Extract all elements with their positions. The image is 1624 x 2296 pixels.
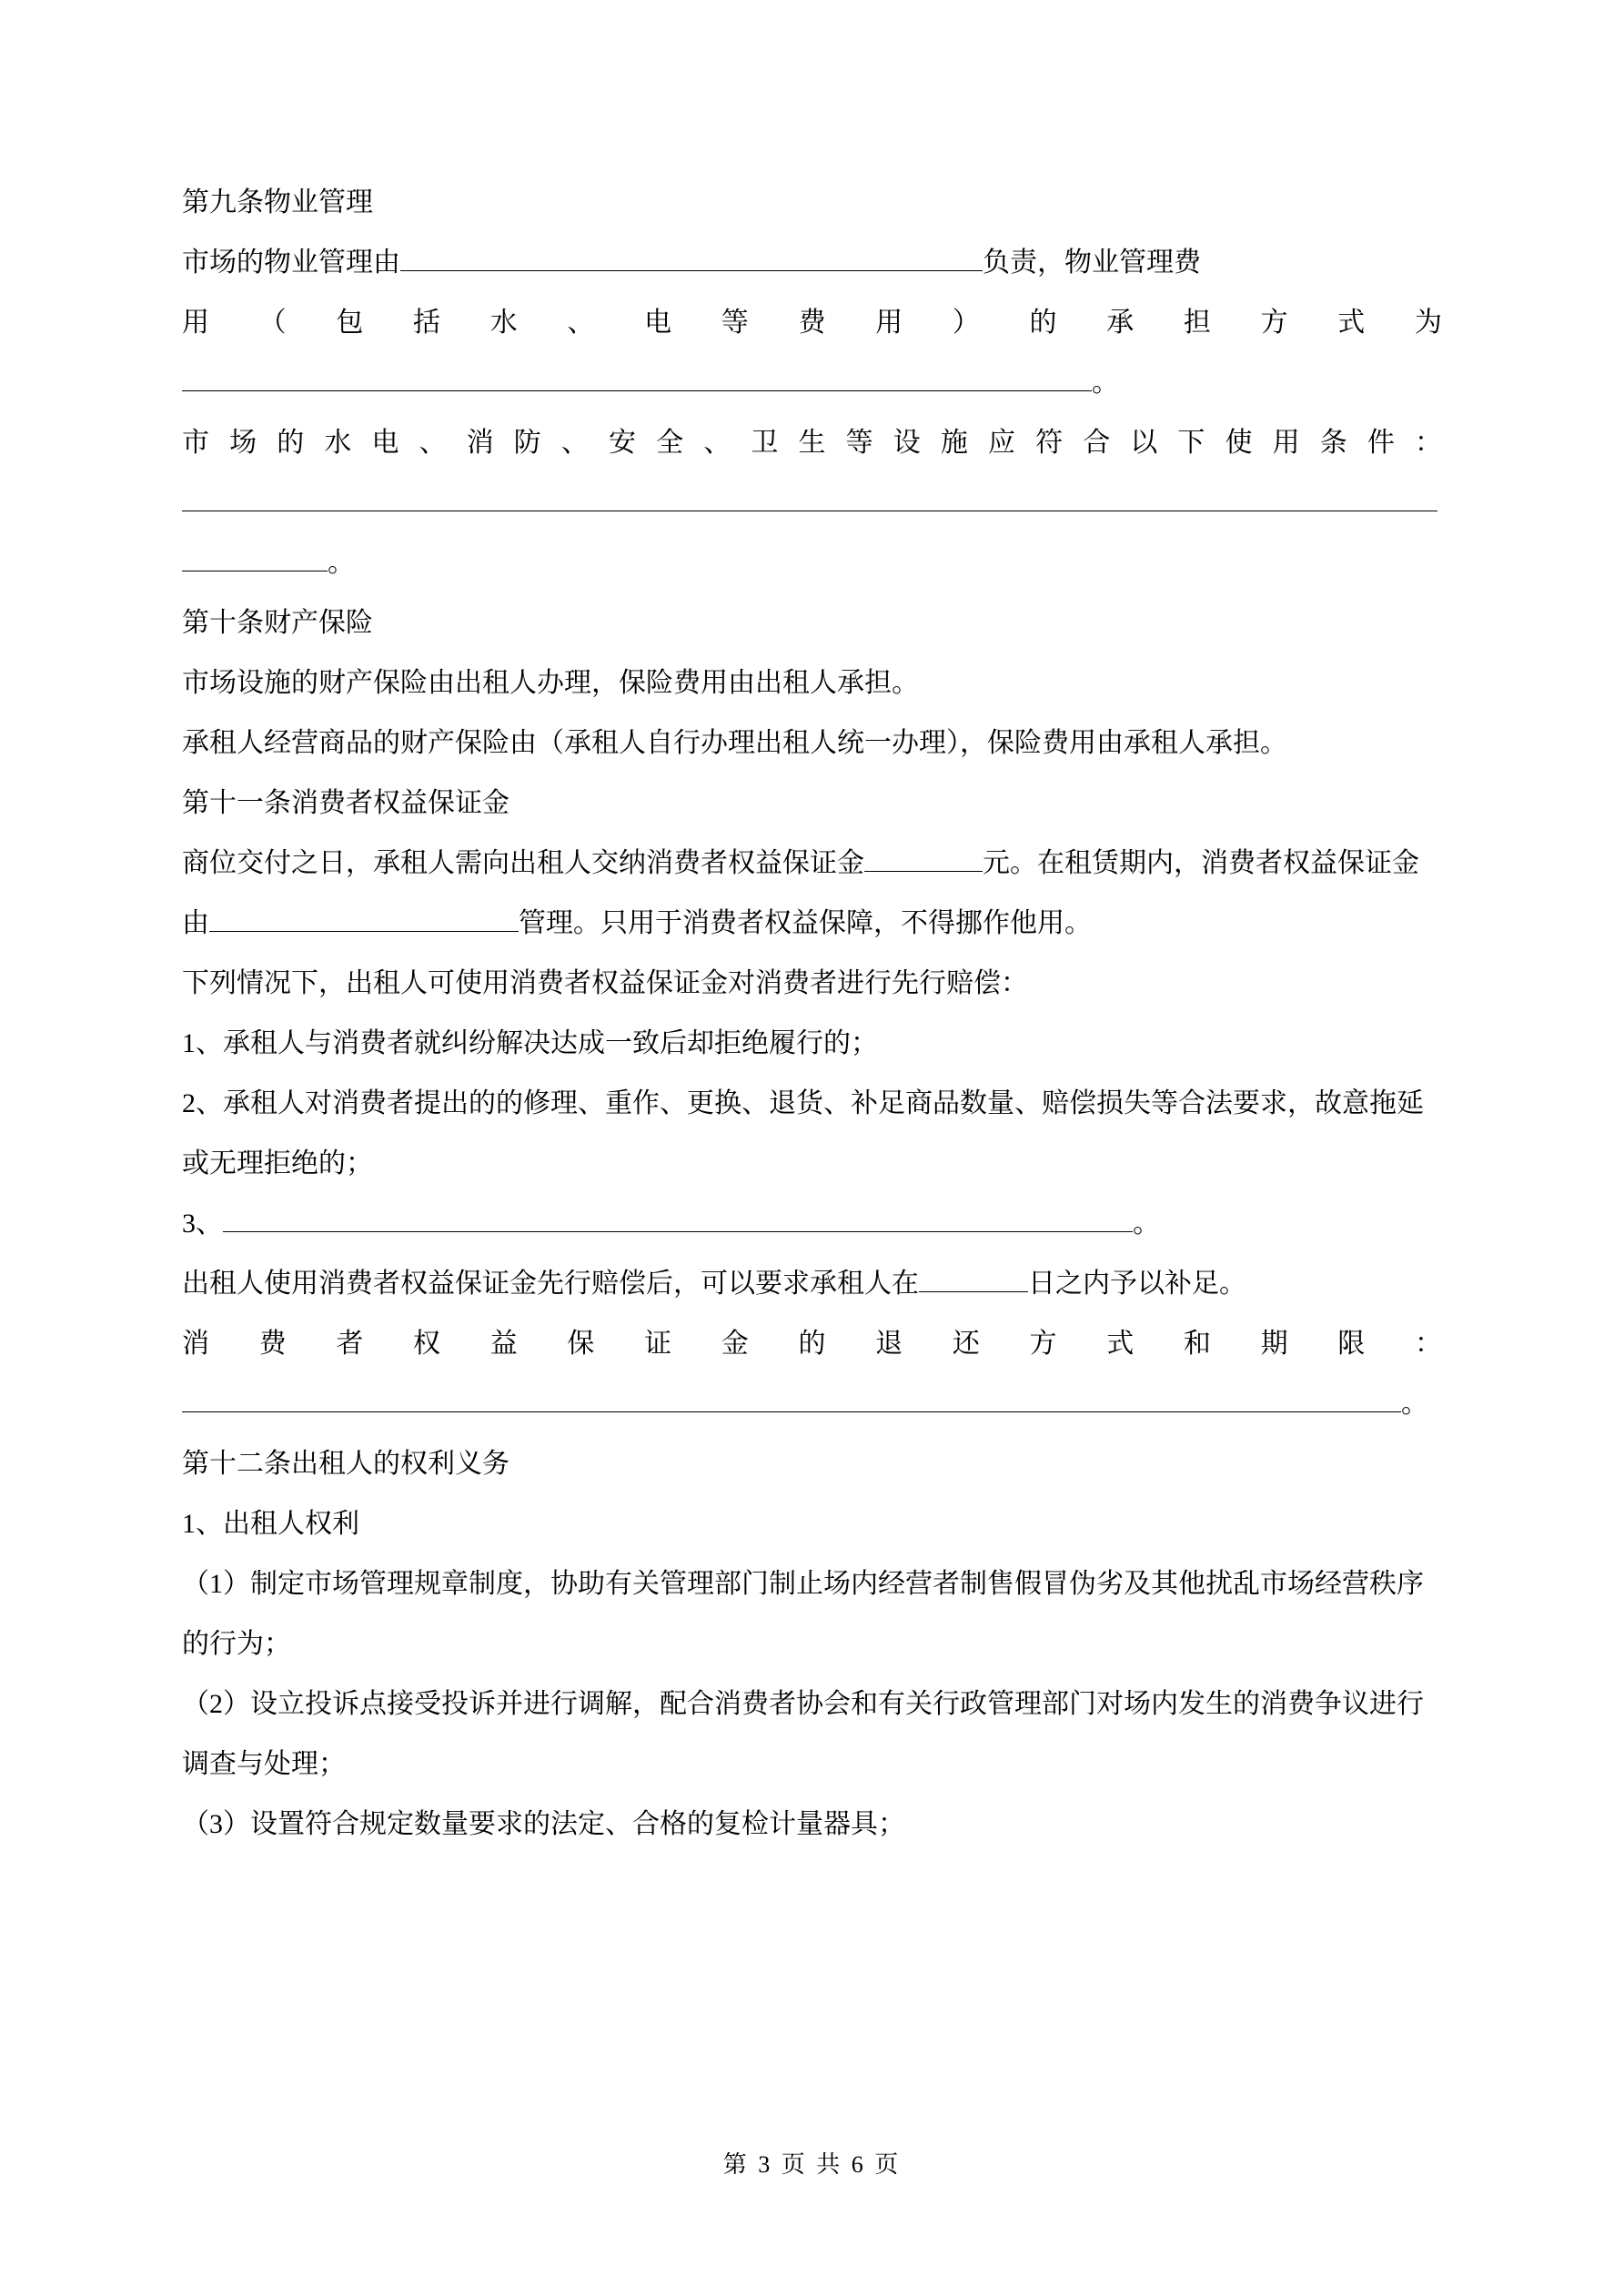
paragraph-fee-period: 。 [1092,368,1119,398]
paragraph-consumer-deposit-lead: 商位交付之日，承租人需向出租人交纳消费者权益保证金 [182,848,864,878]
list-item-compensation-3 [182,1194,1442,1254]
heading-article-nine [182,173,1442,233]
list-item-right-2-text: （2）设立投诉点接受投诉并进行调解，配合消费者协会和有关行政管理部门对场内发生的消费争议进行调查与处理； [182,1689,1424,1779]
paragraph-facility-blank-long [182,473,1442,533]
list-item-compensation-2 [182,1074,1442,1194]
paragraph-property-insurance-lessor-text: 市场设施的财产保险由出租人办理，保险费用由出租人承担。 [182,668,919,698]
paragraph-property-insurance-lessee-text: 承租人经营商品的财产保险由（承租人自行办理出租人统一办理），保险费用由承租人承担。 [182,728,1287,758]
subheading-lessor-rights [182,1494,1442,1554]
heading-article-eleven [182,774,1442,834]
paragraph-replenish-deposit [182,1254,1442,1314]
list-item-right-3-text: （3）设置符合规定数量要求的法定、合格的复检计量器具； [182,1809,905,1839]
heading-article-twelve [182,1434,1442,1494]
paragraph-replenish-tail: 日之内予以补足。 [1028,1269,1246,1299]
paragraph-replenish-lead: 出租人使用消费者权益保证金先行赔偿后，可以要求承租人在 [182,1269,919,1299]
paragraph-consumer-deposit-tail: 管理。只用于消费者权益保障，不得挪作他用。 [519,908,1092,938]
list-item-compensation-3-period: 。 [1133,1209,1160,1239]
paragraph-property-insurance-lessee [182,713,1442,774]
fill-in-blank-deposit-amount[interactable] [864,844,983,872]
heading-article-ten-text: 第十条财产保险 [182,608,373,638]
page-footer: 第 3 页 共 6 页 [722,2151,902,2178]
list-item-compensation-2-text: 2、承租人对消费者提出的的修理、重作、更换、退货、补足商品数量、赔偿损失等合法要求，故意拖延或无理拒绝的； [182,1088,1424,1178]
paragraph-facility-conditions-text: 市场的水电、消防、安全、卫生等设施应符合以下使用条件： [182,428,1442,458]
heading-article-twelve-text: 第十二条出租人的权利义务 [182,1449,509,1479]
paragraph-fee-bearing-method [182,293,1442,353]
list-item-compensation-1-text: 1、承租人与消费者就纠纷解决达成一致后却拒绝履行的； [182,1028,878,1058]
paragraph-facility-period: 。 [328,548,355,578]
fill-in-blank-deposit-manager[interactable] [209,904,519,932]
paragraph-refund-method [182,1314,1442,1374]
heading-article-ten [182,593,1442,653]
heading-article-eleven-text: 第十一条消费者权益保证金 [182,788,509,818]
paragraph-consumer-deposit-mid: 元。在租赁期内，消费者权益保证金由 [182,848,1419,938]
paragraph-refund-method-text: 消费者权益保证金的退还方式和期限： [182,1329,1442,1359]
paragraph-property-insurance-lessor [182,653,1442,713]
list-item-compensation-3-label: 3、 [182,1209,223,1239]
fill-in-blank-property-manager[interactable] [400,243,983,271]
paragraph-property-management-responsible [182,233,1442,293]
paragraph-facility-blank-short [182,533,1442,593]
document-body [182,173,1442,1855]
paragraph-fee-bearing-text: 用（包括水、电等费用）的承担方式为 [182,308,1442,338]
fill-in-blank-fee-method[interactable] [182,363,1092,391]
fill-in-blank-compensation-3[interactable] [223,1204,1133,1232]
paragraph-text-tail: 负责，物业管理费 [983,248,1201,278]
paragraph-fee-blank-line [182,353,1442,413]
fill-in-blank-facility-conditions-2[interactable] [182,543,328,571]
paragraph-consumer-deposit [182,834,1442,954]
fill-in-blank-refund-method[interactable] [182,1384,1401,1412]
fill-in-blank-replenish-days[interactable] [919,1264,1028,1292]
heading-article-nine-text: 第九条物业管理 [182,187,373,217]
paragraph-compensation-intro [182,954,1442,1014]
paragraph-compensation-intro-text: 下列情况下，出租人可使用消费者权益保证金对消费者进行先行赔偿： [182,968,1028,998]
fill-in-blank-facility-conditions-1[interactable] [182,483,1437,511]
paragraph-refund-period: 。 [1401,1389,1428,1419]
list-item-compensation-1 [182,1014,1442,1074]
list-item-right-1 [182,1554,1442,1674]
list-item-right-3 [182,1795,1442,1855]
subheading-lessor-rights-text: 1、出租人权利 [182,1509,359,1539]
list-item-right-2 [182,1674,1442,1795]
paragraph-facility-conditions [182,413,1442,473]
list-item-right-1-text: （1）制定市场管理规章制度，协助有关管理部门制止场内经营者制售假冒伪劣及其他扰乱市场经营秩序的行为； [182,1569,1424,1659]
paragraph-text-lead: 市场的物业管理由 [182,248,400,278]
paragraph-refund-blank [182,1374,1442,1434]
